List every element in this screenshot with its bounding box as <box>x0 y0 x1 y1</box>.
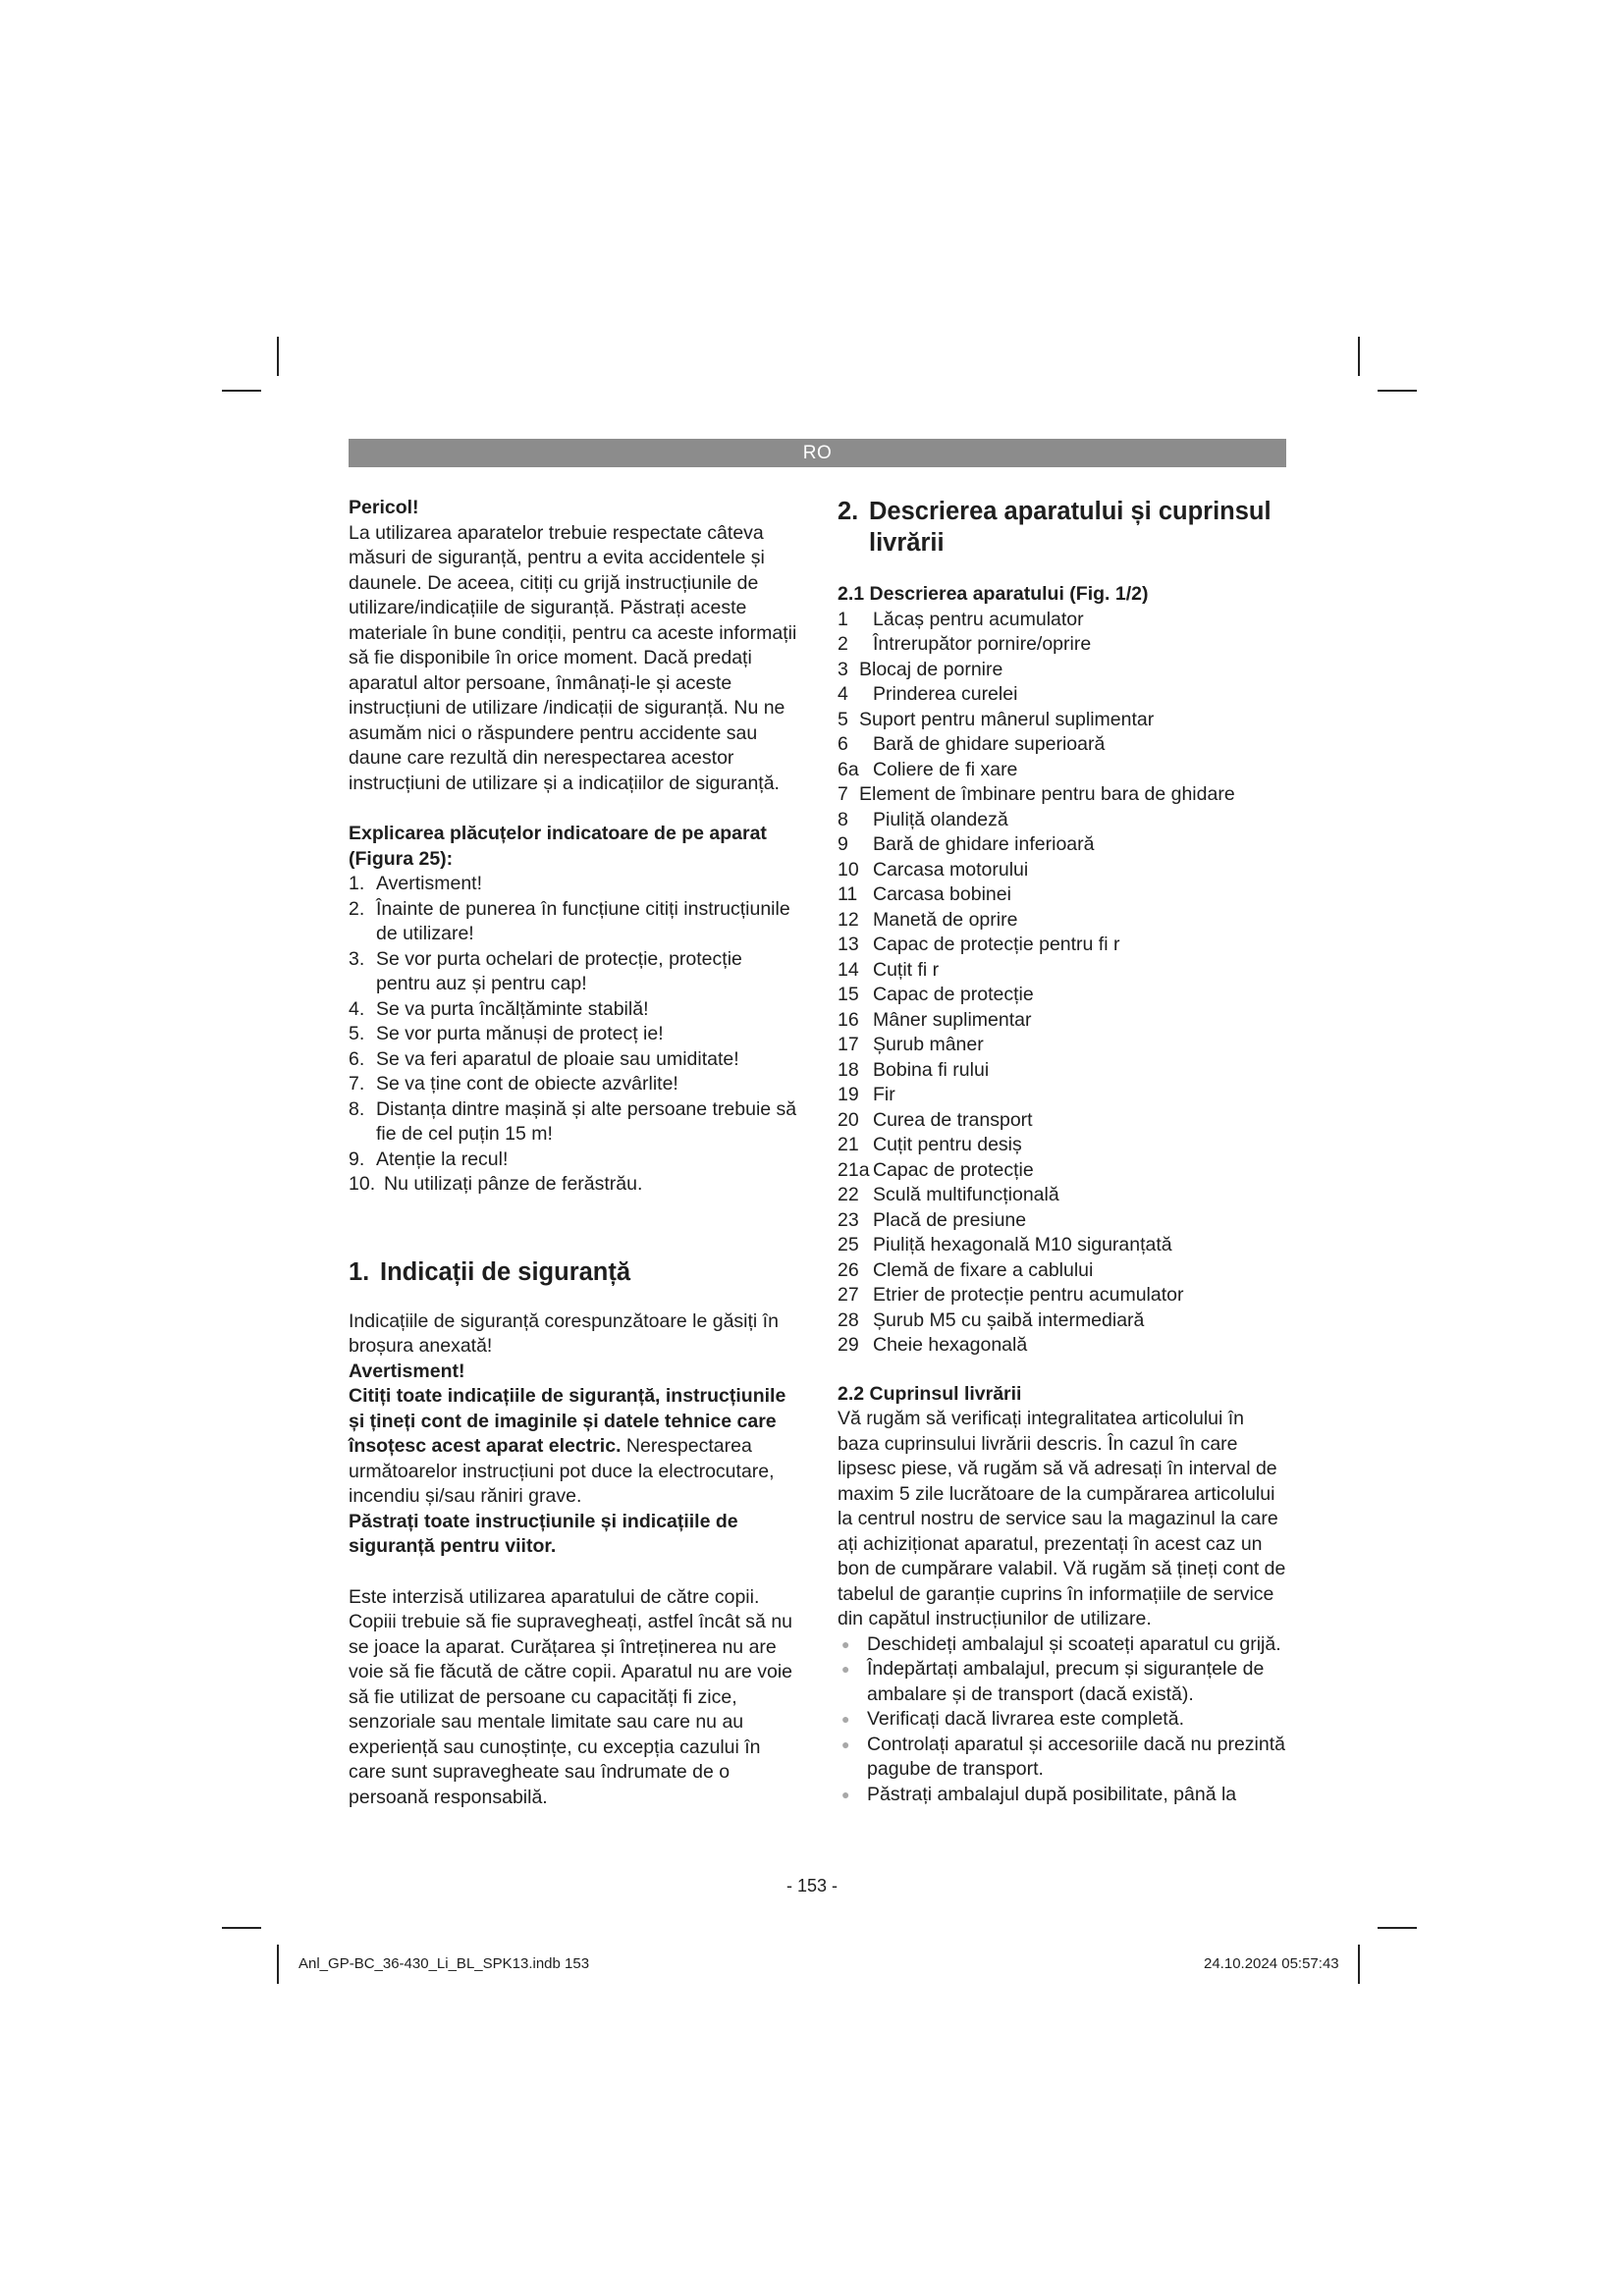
right-column <box>838 496 1289 1807</box>
list-item: 18 Bobina fi rului <box>838 1058 990 1081</box>
footer-datetime: 24.10.2024 05:57:43 <box>1204 1955 1339 1972</box>
list-item: 20 Curea de transport <box>838 1108 1033 1131</box>
list-item: 5 Suport pentru mânerul suplimentar <box>838 708 1155 730</box>
list-item: 11 Carcasa bobinei <box>838 883 1011 905</box>
bullet-icon: ● <box>841 1735 850 1752</box>
list-item: 6. Se va feri aparatul de ploaie sau umiditate! <box>349 1047 739 1070</box>
labels-list <box>349 872 800 1198</box>
list-item: 3. Se vor purta ochelari de protecție, protecție pentru auz și pentru cap! <box>349 947 742 994</box>
safety-heading: 1. Indicații de siguranță <box>349 1257 631 1286</box>
left-column <box>349 496 800 1810</box>
list-item: 16 Mâner suplimentar <box>838 1008 1032 1031</box>
bullet-icon: ● <box>841 1711 850 1727</box>
list-item: 17 Șurub mâner <box>838 1034 984 1055</box>
crop-mark <box>222 1927 261 1929</box>
list-item: 29 Cheie hexagonală <box>838 1334 1028 1356</box>
list-item: ● Controlați aparatul și accesoriile dacă nu prezintă pagube de transport. <box>838 1733 1289 1783</box>
bullet-icon: ● <box>841 1635 850 1652</box>
page-number: - 153 - <box>785 1876 839 1896</box>
list-item: 13 Capac de protecție pentru fi r <box>838 934 1120 955</box>
list-item: 7. Se va ține cont de obiecte azvârlite! <box>349 1073 678 1095</box>
list-item: 8. Distanța dintre mașină și alte persoane trebuie să fie de cel puțin 15 m! <box>349 1097 797 1145</box>
list-item: 27 Etrier de protecție pentru acumulator <box>838 1284 1184 1306</box>
list-item: 21a Capac de protecție <box>838 1158 1034 1181</box>
keep-instructions: Păstrați toate instrucțiunile și indicațiile de siguranță pentru viitor. <box>349 1510 738 1557</box>
crop-mark <box>277 1945 279 1984</box>
list-item: 6a Coliere de fi xare <box>838 758 1018 780</box>
list-item: ● Păstrați ambalajul după posibilitate, până la <box>838 1783 1289 1808</box>
parts-list <box>838 608 1289 1359</box>
danger-text: La utilizarea aparatelor trebuie respectate câteva măsuri de siguranță, pentru a evita accidentele și daunele. De aceea, citiți cu grijă instrucțiunile de utilizare/indicațiile de siguranță. Păstrați aceste materiale în bune condiții, pentru ca aceste informații să fie disponibile în orice moment. Dacă predați aparatul altor persoane, înmânați-le și aceste instrucțiuni de utilizare /indicații de siguranță. Nu ne asumăm nici o răspundere pentru accidente sau daune care rezultă din nerespectarea acestor instrucțiuni de utilizare și a indicațiilor de siguranță. <box>349 521 797 794</box>
list-item: 5. Se vor purta mănuși de protecț ie! <box>349 1023 664 1044</box>
list-item: 8 Piuliță olandeză <box>838 808 1008 830</box>
list-item: 3 Blocaj de pornire <box>838 658 1003 680</box>
crop-mark <box>1378 1927 1417 1929</box>
list-item: 6 Bară de ghidare superioară <box>838 733 1106 755</box>
list-item: 23 Placă de presiune <box>838 1208 1027 1231</box>
list-item: 28 Șurub M5 cu șaibă intermediară <box>838 1308 1145 1331</box>
list-item: 9 Bară de ghidare inferioară <box>838 833 1095 855</box>
bullet-icon: ● <box>841 1786 850 1802</box>
list-item: 2. Înainte de punerea în funcțiune citiți instrucțiunile de utilizare! <box>349 897 790 944</box>
description-title: 2.1 Descrierea aparatului (Fig. 1/2) <box>838 583 1149 605</box>
delivery-text: Vă rugăm să verificați integralitatea articolului în baza cuprinsului livrării descris. În cazul în care lipsesc piese, vă rugăm să vă adresați în interval de maxim 5 zile lucrătoare de la cumpărarea articolului la centrul nostru de service sau la magazinul la care ați achiziționat aparatul, prezentați în acest caz un bon de cumpărare valabil. Vă rugăm să țineți cont de tabelul de garanție cuprins în informațiile de service din capătul instrucțiunilor de utilizare. <box>838 1408 1286 1629</box>
crop-mark <box>1358 337 1360 376</box>
labels-title: Explicarea plăcuțelor indicatoare de pe aparat (Figura 25): <box>349 823 767 870</box>
delivery-title: 2.2 Cuprinsul livrării <box>838 1382 1022 1405</box>
crop-mark <box>222 390 261 392</box>
list-item: 2 Întrerupător pornire/oprire <box>838 633 1092 655</box>
list-item: 15 Capac de protecție <box>838 984 1034 1005</box>
children-paragraph: Este interzisă utilizarea aparatului de către copii. Copiii trebuie să fie supravegheați, astfel încât să nu se joace la aparat. Curățarea și întreținerea nu are voie să fie făcută de către copii. Aparatul nu are voie să fie utilizat de persoane cu capacități fi zice, senzoriale sau mentale limitate sau care nu au experiență sau cunoștințe, cu excepția cazului în care sunt supravegheate sau îndrumate de o persoană responsabilă. <box>349 1585 793 1808</box>
footer-filename: Anl_GP-BC_36-430_Li_BL_SPK13.indb 153 <box>298 1955 590 1972</box>
list-item: 9. Atenție la recul! <box>349 1148 509 1170</box>
list-item: 1. Avertisment! <box>349 873 483 894</box>
crop-mark <box>1378 390 1417 392</box>
crop-mark <box>277 337 279 376</box>
list-item: ● Verificați dacă livrarea este completă. <box>838 1707 1289 1733</box>
list-item: 14 Cuțit fi r <box>838 958 940 981</box>
list-item: 19 Fir <box>838 1084 895 1105</box>
list-item: 4 Prinderea curelei <box>838 683 1018 705</box>
warning-title: Avertisment! <box>349 1360 465 1382</box>
language-header-bar: RO <box>349 439 1286 467</box>
list-item: 12 Manetă de oprire <box>838 908 1018 931</box>
bullet-icon: ● <box>841 1661 850 1677</box>
list-item: ● Deschideți ambalajul și scoateți aparatul cu grijă. <box>838 1632 1289 1658</box>
crop-mark <box>1358 1945 1360 1984</box>
list-item: 7 Element de îmbinare pentru bara de ghidare <box>838 783 1235 805</box>
list-item: 21 Cuțit pentru desiș <box>838 1134 1022 1155</box>
danger-title: Pericol! <box>349 497 419 518</box>
delivery-bullets <box>838 1632 1289 1808</box>
list-item: ● Îndepărtați ambalajul, precum și siguranțele de ambalare și de transport (dacă există). <box>838 1657 1289 1707</box>
section-heading: 2. Descrierea aparatului și cuprinsul livrării <box>838 498 1272 557</box>
warning-paragraph: Citiți toate indicațiile de siguranță, instrucțiunile și țineți cont de imaginile și datele tehnice care însoțesc acest aparat electric. Nerespectarea următoarelor instrucțiuni pot duce la electrocutare, incendiu și/sau răniri grave. <box>349 1385 786 1507</box>
list-item: 10 Carcasa motorului <box>838 858 1029 881</box>
list-item: 26 Clemă de fixare a cablului <box>838 1258 1094 1281</box>
list-item: 25 Piuliță hexagonală M10 siguranțată <box>838 1234 1172 1255</box>
list-item: 10. Nu utilizați pânze de ferăstrău. <box>349 1173 643 1195</box>
list-item: 22 Sculă multifuncțională <box>838 1184 1059 1205</box>
safety-intro: Indicațiile de siguranță corespunzătoare le găsiți în broșura anexată! <box>349 1309 779 1357</box>
list-item: 1 Lăcaș pentru acumulator <box>838 608 1084 630</box>
list-item: 4. Se va purta încălțăminte stabilă! <box>349 997 649 1020</box>
